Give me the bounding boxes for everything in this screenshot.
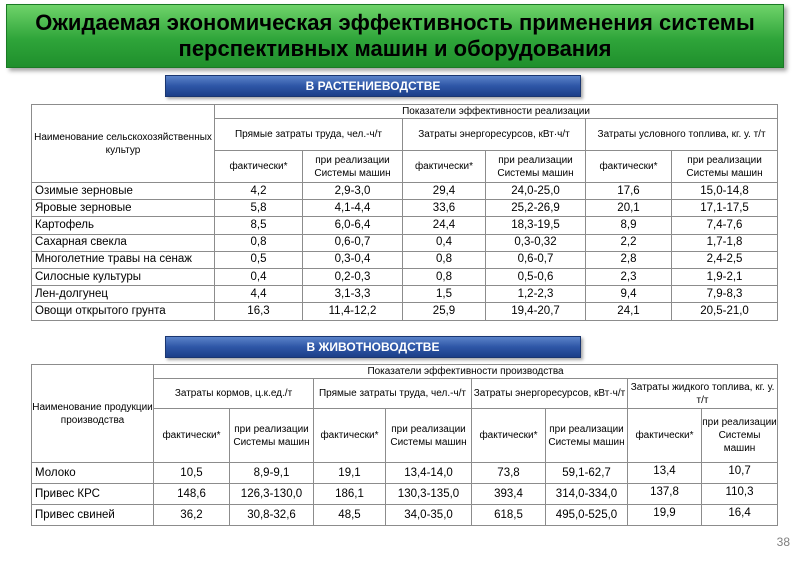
table-cell: 2,8: [586, 251, 672, 268]
livestock-metric-header: Затраты энергоресурсов, кВт·ч/т: [472, 379, 628, 409]
page-number: 38: [776, 535, 790, 549]
table-row: [32, 251, 778, 268]
table-cell: 2,3: [586, 268, 672, 285]
table-cell: 110,3: [702, 484, 778, 505]
table-cell: 1,2-2,3: [486, 286, 586, 303]
table-cell: 16,3: [215, 303, 303, 320]
table-row: [32, 200, 778, 217]
table-cell: 9,4: [586, 286, 672, 303]
crop-sub-header-plan: при реализации Системы машин: [303, 151, 403, 183]
table-row: [32, 463, 778, 484]
table-cell: 0,6-0,7: [303, 234, 403, 251]
table-cell: 16,4: [702, 505, 778, 526]
table-row: [32, 286, 778, 303]
table-cell: 13,4: [628, 463, 702, 484]
table-cell: 126,3-130,0: [230, 484, 314, 505]
table-cell: 618,5: [472, 505, 546, 526]
table-cell: 0,6-0,7: [486, 251, 586, 268]
table-cell: 1,5: [403, 286, 486, 303]
crop-sub-header-actual: фактически*: [586, 151, 672, 183]
table-cell: 0,8: [403, 251, 486, 268]
table-cell: 24,1: [586, 303, 672, 320]
table-cell: 4,1-4,4: [303, 200, 403, 217]
crop-metric-header: Затраты энергоресурсов, кВт·ч/т: [403, 119, 586, 151]
livestock-name-header: Наименование продукции производства: [32, 365, 154, 463]
title-banner: [6, 4, 784, 68]
table-cell: 3,1-3,3: [303, 286, 403, 303]
table-row: [32, 303, 778, 320]
livestock-sub-header-plan: при реализации Системы машин: [702, 409, 778, 463]
page-title-line-2: перспективных машин и оборудования: [178, 36, 612, 61]
crop-section-banner: В РАСТЕНИЕВОДСТВЕ: [165, 75, 581, 97]
livestock-metric-header: Затраты кормов, ц.к.ед./т: [154, 379, 314, 409]
table-cell: 34,0-35,0: [386, 505, 472, 526]
table-row: [32, 484, 778, 505]
crop-name: Картофель: [32, 217, 215, 234]
table-cell: 0,3-0,32: [486, 234, 586, 251]
table-cell: 137,8: [628, 484, 702, 505]
table-cell: 0,3-0,4: [303, 251, 403, 268]
table-cell: 4,2: [215, 183, 303, 200]
table-cell: 25,2-26,9: [486, 200, 586, 217]
table-cell: 0,5: [215, 251, 303, 268]
table-cell: 17,1-17,5: [672, 200, 778, 217]
table-cell: 36,2: [154, 505, 230, 526]
livestock-metric-header: Прямые затраты труда, чел.-ч/т: [314, 379, 472, 409]
livestock-sub-header-actual: фактически*: [154, 409, 230, 463]
livestock-section-banner: В ЖИВОТНОВОДСТВЕ: [165, 336, 581, 358]
table-row: [32, 234, 778, 251]
table-cell: 19,4-20,7: [486, 303, 586, 320]
product-name: Привес свиней: [32, 505, 154, 526]
table-row: [32, 217, 778, 234]
crop-sub-header-plan: при реализации Системы машин: [672, 151, 778, 183]
crop-sub-header-actual: фактически*: [215, 151, 303, 183]
table-cell: 24,0-25,0: [486, 183, 586, 200]
table-cell: 20,5-21,0: [672, 303, 778, 320]
table-cell: 6,0-6,4: [303, 217, 403, 234]
table-row: [32, 268, 778, 285]
table-cell: 0,8: [403, 268, 486, 285]
table-cell: 8,5: [215, 217, 303, 234]
crop-metric-header: Затраты условного топлива, кг. у. т/т: [586, 119, 778, 151]
table-cell: 18,3-19,5: [486, 217, 586, 234]
table-cell: 0,8: [215, 234, 303, 251]
crop-name: Овощи открытого грунта: [32, 303, 215, 320]
table-row: [32, 183, 778, 200]
crop-sub-header-actual: фактически*: [403, 151, 486, 183]
table-cell: 10,5: [154, 463, 230, 484]
table-cell: 11,4-12,2: [303, 303, 403, 320]
table-cell: 59,1-62,7: [546, 463, 628, 484]
livestock-sub-header-plan: при реализации Системы машин: [230, 409, 314, 463]
table-cell: 2,2: [586, 234, 672, 251]
table-cell: 24,4: [403, 217, 486, 234]
livestock-sub-header-actual: фактически*: [314, 409, 386, 463]
table-cell: 7,9-8,3: [672, 286, 778, 303]
table-cell: 29,4: [403, 183, 486, 200]
crop-name: Яровые зерновые: [32, 200, 215, 217]
table-cell: 495,0-525,0: [546, 505, 628, 526]
crop-metric-header: Прямые затраты труда, чел.-ч/т: [215, 119, 403, 151]
table-cell: 0,5-0,6: [486, 268, 586, 285]
table-row: [32, 505, 778, 526]
table-cell: 25,9: [403, 303, 486, 320]
table-cell: 314,0-334,0: [546, 484, 628, 505]
livestock-group-header: Показатели эффективности производства: [154, 365, 778, 379]
page-title-line-1: Ожидаемая экономическая эффективность применения системы: [35, 10, 755, 35]
crop-name: Силосные культуры: [32, 268, 215, 285]
table-cell: 7,4-7,6: [672, 217, 778, 234]
product-name: Молоко: [32, 463, 154, 484]
crop-name: Лен-долгунец: [32, 286, 215, 303]
table-cell: 20,1: [586, 200, 672, 217]
table-cell: 19,1: [314, 463, 386, 484]
crop-group-header: Показатели эффективности реализации: [215, 105, 778, 119]
table-cell: 48,5: [314, 505, 386, 526]
table-cell: 1,7-1,8: [672, 234, 778, 251]
livestock-sub-header-actual: фактически*: [472, 409, 546, 463]
table-cell: 8,9: [586, 217, 672, 234]
crop-name: Сахарная свекла: [32, 234, 215, 251]
table-cell: 1,9-2,1: [672, 268, 778, 285]
crop-sub-header-plan: при реализации Системы машин: [486, 151, 586, 183]
crop-name: Многолетние травы на сенаж: [32, 251, 215, 268]
table-cell: 15,0-14,8: [672, 183, 778, 200]
table-cell: 0,4: [215, 268, 303, 285]
table-cell: 13,4-14,0: [386, 463, 472, 484]
table-cell: 33,6: [403, 200, 486, 217]
table-cell: 73,8: [472, 463, 546, 484]
table-cell: 2,9-3,0: [303, 183, 403, 200]
table-cell: 0,4: [403, 234, 486, 251]
livestock-sub-header-plan: при реализации Системы машин: [386, 409, 472, 463]
table-cell: 17,6: [586, 183, 672, 200]
livestock-sub-header-actual: фактически*: [628, 409, 702, 463]
crop-efficiency-table: [31, 104, 778, 321]
crop-name: Озимые зерновые: [32, 183, 215, 200]
livestock-sub-header-plan: при реализации Системы машин: [546, 409, 628, 463]
livestock-efficiency-table: [31, 364, 778, 526]
crop-name-header: Наименование сельскохозяйственных культур: [32, 105, 215, 183]
table-cell: 8,9-9,1: [230, 463, 314, 484]
table-cell: 30,8-32,6: [230, 505, 314, 526]
table-cell: 10,7: [702, 463, 778, 484]
table-cell: 5,8: [215, 200, 303, 217]
table-cell: 4,4: [215, 286, 303, 303]
product-name: Привес КРС: [32, 484, 154, 505]
table-cell: 130,3-135,0: [386, 484, 472, 505]
table-cell: 0,2-0,3: [303, 268, 403, 285]
table-cell: 186,1: [314, 484, 386, 505]
table-cell: 2,4-2,5: [672, 251, 778, 268]
table-cell: 148,6: [154, 484, 230, 505]
livestock-metric-header: Затраты жидкого топлива, кг. у. т/т: [628, 379, 778, 409]
table-cell: 393,4: [472, 484, 546, 505]
table-cell: 19,9: [628, 505, 702, 526]
